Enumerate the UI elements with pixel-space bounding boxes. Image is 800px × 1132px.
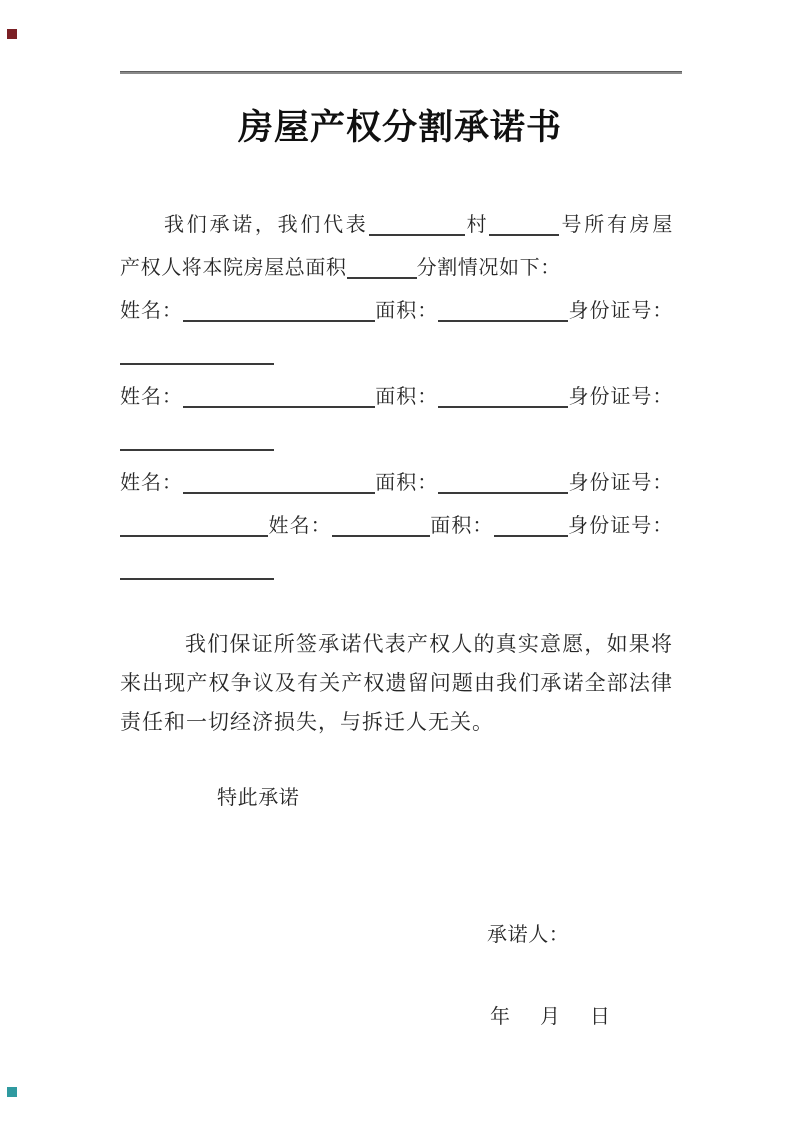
form-text: 面积： <box>374 386 439 408</box>
blank-field <box>120 349 274 365</box>
blank-field <box>120 564 274 580</box>
form-text: 身份证号： <box>568 300 673 322</box>
blank-field <box>489 220 559 236</box>
blank-field <box>369 220 465 236</box>
form-line <box>120 204 673 247</box>
form-text: 身份证号： <box>568 472 673 494</box>
form-text: 面积： <box>429 515 494 537</box>
form-text: 面积： <box>374 472 439 494</box>
form-line <box>120 505 673 548</box>
pledge-paragraph <box>120 625 673 742</box>
form-lines <box>120 204 673 591</box>
blank-field <box>120 521 268 537</box>
blank-field <box>438 306 568 322</box>
form-text: 姓名： <box>120 300 183 322</box>
corner-mark-top <box>7 29 17 39</box>
closing-statement: 特此承诺 <box>217 787 300 809</box>
form-text: 姓名： <box>120 386 183 408</box>
form-text: 我们承诺，我们代表 <box>164 214 369 236</box>
form-text: 姓名： <box>268 515 332 537</box>
form-text: 姓名： <box>120 472 183 494</box>
form-text: 产权人将本院房屋总面积 <box>120 257 347 279</box>
form-text: 分割情况如下： <box>416 257 561 279</box>
page-title: 房屋产权分割承诺书 <box>237 108 562 147</box>
date-line: 年 月 日 <box>490 1006 615 1028</box>
form-line <box>120 462 673 505</box>
form-line <box>120 247 673 290</box>
blank-field <box>120 435 274 451</box>
blank-field <box>183 478 375 494</box>
blank-field <box>183 306 375 322</box>
blank-field <box>438 392 568 408</box>
pledge-line: 我们保证所签承诺代表产权人的真实意愿，如果将 <box>185 632 673 656</box>
corner-mark-bottom <box>7 1087 17 1097</box>
blank-field <box>183 392 375 408</box>
blank-field <box>347 263 417 279</box>
form-text: 身份证号： <box>568 386 673 408</box>
form-text: 号所有房屋 <box>559 214 674 236</box>
blank-field <box>332 521 430 537</box>
pledge-line: 来出现产权争议及有关产权遗留问题由我们承诺全部法律 <box>120 671 673 695</box>
header-rule <box>120 71 682 74</box>
blank-field <box>438 478 568 494</box>
form-text: 村 <box>464 214 490 236</box>
pledge-line: 责任和一切经济损失，与拆迁人无关。 <box>120 710 494 734</box>
document-body <box>120 204 673 1039</box>
form-line <box>120 548 673 591</box>
form-line <box>120 333 673 376</box>
form-text: 面积： <box>374 300 439 322</box>
form-text: 身份证号： <box>567 515 673 537</box>
form-line <box>120 419 673 462</box>
signer-label: 承诺人： <box>487 924 570 946</box>
form-line <box>120 290 673 333</box>
form-line <box>120 376 673 419</box>
blank-field <box>494 521 568 537</box>
